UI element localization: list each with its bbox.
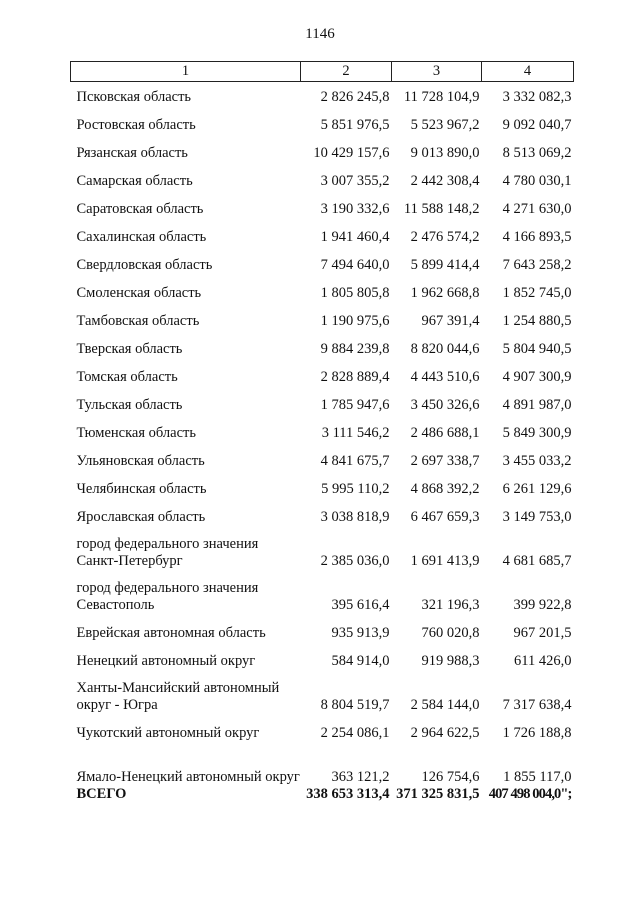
total-value: 371 325 831,5 — [396, 786, 480, 802]
table-row — [71, 274, 574, 302]
region-name-cell: Томская область — [76, 369, 178, 385]
table-row — [71, 330, 574, 358]
value-cell: 5 899 414,4 — [410, 257, 480, 273]
value-cell: 1 691 413,9 — [410, 553, 480, 569]
value-cell: 3 149 753,0 — [502, 509, 572, 525]
value-cell: 935 913,9 — [331, 625, 390, 641]
table-row — [71, 358, 574, 386]
region-name-cell: Самарская область — [76, 173, 193, 189]
region-name-cell: город федерального значения Севастополь — [76, 580, 259, 613]
value-cell: 4 907 300,9 — [502, 369, 572, 385]
table-row — [71, 642, 574, 670]
table-row — [71, 414, 574, 442]
value-cell: 4 681 685,7 — [502, 553, 572, 569]
region-name-cell: Сахалинская область — [76, 229, 207, 245]
value-cell: 1 254 880,5 — [502, 313, 572, 329]
table-row — [71, 106, 574, 134]
value-cell: 2 442 308,4 — [410, 173, 480, 189]
region-name-cell: Тамбовская область — [76, 313, 200, 329]
value-cell: 4 891 987,0 — [502, 397, 572, 413]
table-row — [71, 442, 574, 470]
value-cell: 3 450 326,6 — [410, 397, 480, 413]
region-name-cell: Ростовская область — [76, 117, 196, 133]
value-cell: 1 962 668,8 — [410, 285, 480, 301]
value-cell: 5 804 940,5 — [502, 341, 572, 357]
table-row — [71, 526, 574, 570]
value-cell: 363 121,2 — [331, 769, 390, 785]
value-cell: 2 486 688,1 — [410, 425, 480, 441]
value-cell: 8 513 069,2 — [502, 145, 572, 161]
table-row — [71, 470, 574, 498]
value-cell: 399 922,8 — [513, 597, 572, 613]
value-cell: 1 855 117,0 — [503, 769, 572, 785]
table-row — [71, 246, 574, 274]
total-row — [71, 786, 574, 803]
value-cell: 7 643 258,2 — [502, 257, 572, 273]
value-cell: 8 804 519,7 — [320, 697, 390, 713]
region-name-cell: Тульская область — [76, 397, 183, 413]
table-row — [71, 302, 574, 330]
value-cell: 11 588 148,2 — [403, 201, 480, 217]
total-value: 407 498 004,0"; — [488, 786, 572, 802]
budget-table — [70, 61, 574, 803]
value-cell: 1 785 947,6 — [320, 397, 390, 413]
value-cell: 584 914,0 — [331, 653, 390, 669]
value-cell: 1 852 745,0 — [502, 285, 572, 301]
total-value: 338 653 313,4 — [306, 786, 390, 802]
value-cell: 7 494 640,0 — [320, 257, 390, 273]
value-cell: 395 616,4 — [331, 597, 390, 613]
table-row — [71, 670, 574, 714]
region-name-cell: Ямало-Ненецкий автономный округ — [76, 769, 300, 785]
value-cell: 2 476 574,2 — [410, 229, 480, 245]
table-header-row — [71, 62, 574, 82]
value-cell: 760 020,8 — [421, 625, 480, 641]
value-cell: 4 841 675,7 — [320, 453, 390, 469]
value-cell: 4 166 893,5 — [502, 229, 572, 245]
table-row — [71, 134, 574, 162]
table-row — [71, 498, 574, 526]
table-row — [71, 570, 574, 614]
value-cell: 10 429 157,6 — [313, 145, 390, 161]
value-cell: 611 426,0 — [514, 653, 572, 669]
region-name-cell: Ханты-Мансийский автономный округ - Югра — [76, 680, 280, 713]
value-cell: 11 728 104,9 — [403, 89, 480, 105]
region-name-cell: Тюменская область — [76, 425, 196, 441]
value-cell: 2 254 086,1 — [320, 725, 390, 741]
table-body — [71, 82, 574, 804]
value-cell: 2 826 245,8 — [320, 89, 390, 105]
table-row — [71, 614, 574, 642]
value-cell: 9 884 239,8 — [320, 341, 390, 357]
table-row — [71, 162, 574, 190]
region-name-cell: Рязанская область — [76, 145, 188, 161]
table-row — [71, 714, 574, 742]
value-cell: 9 092 040,7 — [502, 117, 572, 133]
region-name-cell: Смоленская область — [76, 285, 202, 301]
value-cell: 3 455 033,2 — [502, 453, 572, 469]
value-cell: 3 111 546,2 — [321, 425, 390, 441]
value-cell: 321 196,3 — [421, 597, 480, 613]
column-header: 3 — [392, 62, 482, 82]
value-cell: 3 332 082,3 — [502, 89, 572, 105]
value-cell: 2 697 338,7 — [410, 453, 480, 469]
table-row — [71, 190, 574, 218]
page-number: 1146 — [305, 26, 335, 42]
table-row — [71, 82, 574, 107]
value-cell: 126 754,6 — [421, 769, 480, 785]
region-name-cell: Тверская область — [76, 341, 183, 357]
value-cell: 2 964 622,5 — [410, 725, 480, 741]
value-cell: 1 941 460,4 — [320, 229, 390, 245]
value-cell: 3 038 818,9 — [320, 509, 390, 525]
value-cell: 1 805 805,8 — [320, 285, 390, 301]
value-cell: 967 201,5 — [513, 625, 572, 641]
value-cell: 2 828 889,4 — [320, 369, 390, 385]
region-name-cell: Саратовская область — [76, 201, 204, 217]
value-cell: 3 190 332,6 — [320, 201, 390, 217]
region-name-cell: Псковская область — [76, 89, 192, 105]
value-cell: 5 849 300,9 — [502, 425, 572, 441]
value-cell: 1 726 188,8 — [502, 725, 572, 741]
value-cell: 4 780 030,1 — [502, 173, 572, 189]
value-cell: 9 013 890,0 — [410, 145, 480, 161]
region-name-cell: Ненецкий автономный округ — [76, 653, 256, 669]
value-cell: 4 443 510,6 — [410, 369, 480, 385]
region-name-cell: Ярославская область — [76, 509, 206, 525]
value-cell: 919 988,3 — [421, 653, 480, 669]
value-cell: 6 467 659,3 — [410, 509, 480, 525]
region-name-cell: Еврейская автономная область — [76, 625, 266, 641]
region-name-cell: Чукотский автономный округ — [76, 725, 260, 741]
value-cell: 3 007 355,2 — [320, 173, 390, 189]
value-cell: 6 261 129,6 — [502, 481, 572, 497]
table-row — [71, 386, 574, 414]
value-cell: 2 385 036,0 — [320, 553, 390, 569]
column-header: 1 — [71, 62, 301, 82]
total-label: ВСЕГО — [76, 786, 127, 802]
column-header: 2 — [301, 62, 392, 82]
column-header: 4 — [482, 62, 574, 82]
value-cell: 5 851 976,5 — [320, 117, 390, 133]
value-cell: 7 317 638,4 — [502, 697, 572, 713]
value-cell: 4 271 630,0 — [502, 201, 572, 217]
region-name-cell: Свердловская область — [76, 257, 213, 273]
region-name-cell: город федерального значения Санкт-Петербург — [76, 536, 259, 569]
table-row — [71, 218, 574, 246]
value-cell: 2 584 144,0 — [410, 697, 480, 713]
value-cell: 5 523 967,2 — [410, 117, 480, 133]
value-cell: 5 995 110,2 — [321, 481, 390, 497]
region-name-cell: Ульяновская область — [76, 453, 205, 469]
value-cell: 1 190 975,6 — [320, 313, 390, 329]
region-name-cell: Челябинская область — [76, 481, 207, 497]
value-cell: 8 820 044,6 — [410, 341, 480, 357]
value-cell: 967 391,4 — [421, 313, 480, 329]
value-cell: 4 868 392,2 — [410, 481, 480, 497]
table-row — [71, 742, 574, 786]
